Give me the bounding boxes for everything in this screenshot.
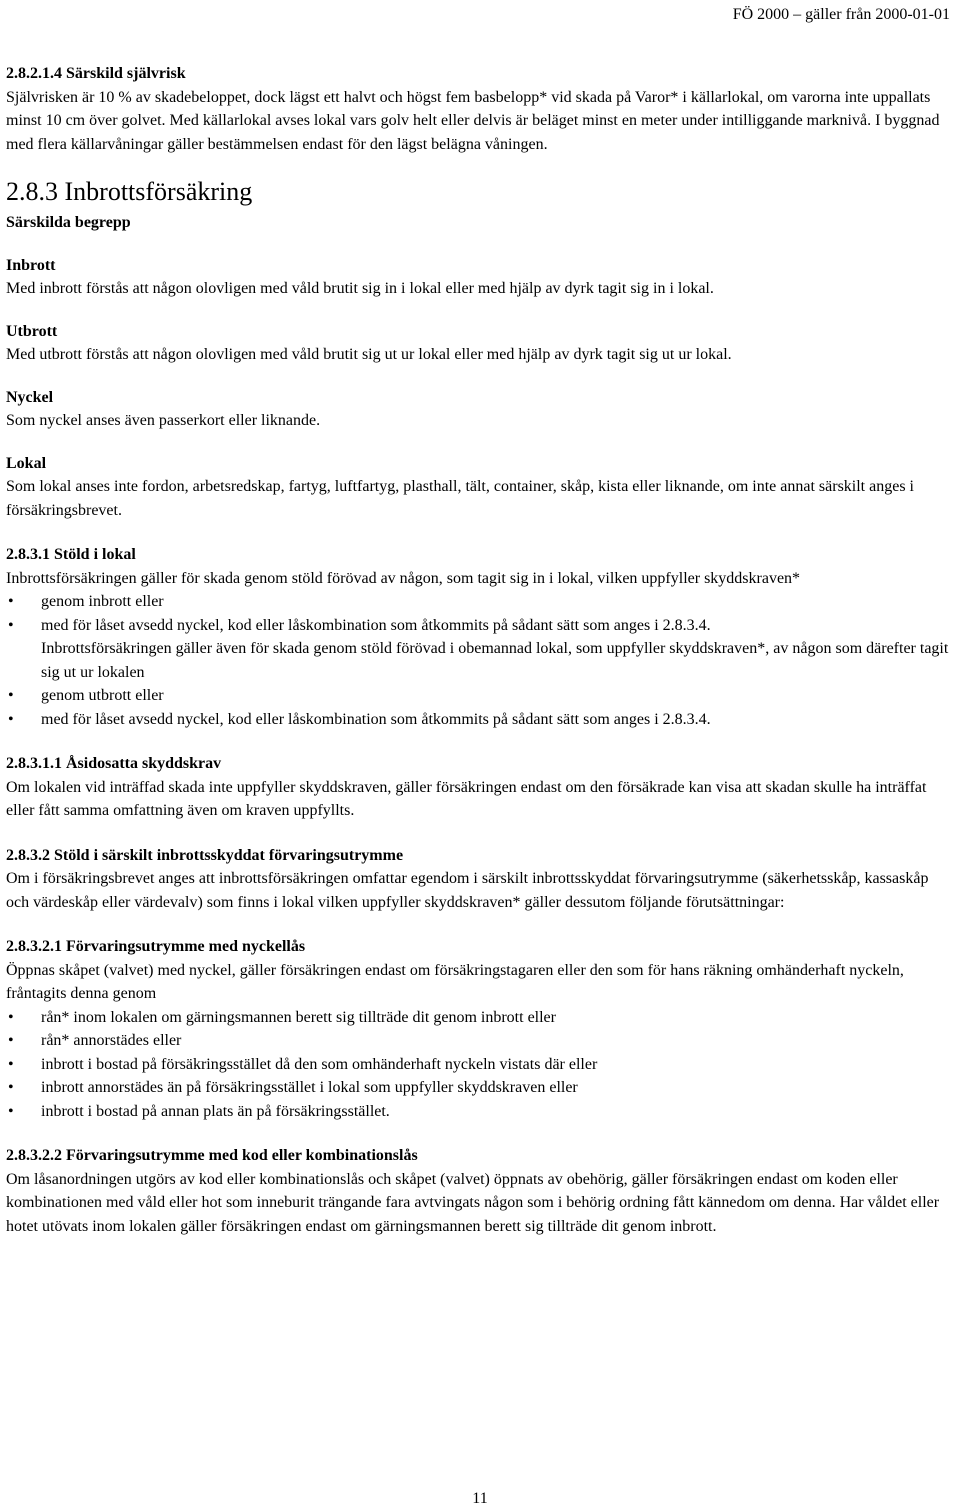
bullet-list [6, 1006, 950, 1124]
bullet-icon: • [8, 616, 14, 634]
list-item: • med för låset avsedd nyckel, kod eller låskombination som åtkommits på sådant sätt som anges i 2.8.3.4. [6, 614, 950, 638]
bullet-list [6, 590, 950, 637]
section-asidosatta-skyddskrav [6, 752, 950, 823]
section-heading: 2.8.3.1.1 Åsidosatta skyddskrav [6, 755, 222, 772]
section-heading: 2.8.3.2.1 Förvaringsutrymme med nyckellås [6, 938, 306, 955]
document-body [6, 62, 950, 1238]
section-sarskild-sjalvrisk [6, 62, 950, 156]
section-nyckellas [6, 935, 950, 1123]
term-text: Som nyckel anses även passerkort eller liknande. [6, 412, 321, 429]
section-text: Om lokalen vid inträffad skada inte uppfyller skyddskraven, gäller försäkringen endast om den försäkrade kan visa att skadan skulle ha inträffat eller fått samma omfattning även om kraven uppfyllts. [6, 778, 927, 819]
page-header: FÖ 2000 – gäller från 2000-01-01 [732, 6, 950, 23]
section-kombinationslas [6, 1144, 950, 1238]
term-title: Lokal [6, 454, 47, 472]
section-text: Om i försäkringsbrevet anges att inbrottsförsäkringen omfattar egendom i särskilt inbrottsskyddat förvaringsutrymme (säkerhetsskåp, kassaskåp och värdeskåp eller värdevalv) som finns i lokal vilken uppfyller skyddskraven* gäller dessutom följande förutsättningar: [6, 870, 929, 911]
bullet-icon: • [8, 1079, 14, 1096]
section-text: Om låsanordningen utgörs av kod eller kombinationslås och skåpet (valvet) öppnats av obehörig, gäller försäkringen endast om koden eller kombinationen med våld eller hot som inneburit trängande fara avtvingats någon som i behörig ordning fått kännedom om denna. Har våldet eller hotet utövats inom lokalen gäller försäkringen endast om gärningsmannen berett sig tillträde dit genom inbrott. [6, 1170, 940, 1235]
section-text: Självrisken är 10 % av skadebeloppet, dock lägst ett halvt och högst fem basbelopp* vid skada på Varor* i källarlokal, om varorna inte uppallats minst 10 cm över golvet. Med källarlokal avses lokal vars golv helt eller delvis är beläget minst en meter under intilliggande marknivå. I byggnad med flera källarvåningar gäller bestämmelsen endast för den lägst belägna våningen. [6, 88, 940, 153]
subheading-sarskilda-begrepp: Särskilda begrepp [6, 214, 131, 231]
section-heading: 2.8.3.1 Stöld i lokal [6, 546, 136, 563]
bullet-icon: • [8, 593, 14, 610]
term-inbrott [6, 254, 950, 301]
section-heading: 2.8.2.1.4 Särskild självrisk [6, 65, 186, 82]
list-item: • inbrott i bostad på annan plats än på försäkringsstället. [6, 1100, 950, 1124]
bullet-icon: • [8, 1032, 14, 1049]
bullet-icon: • [8, 710, 14, 728]
list-item: • rån* annorstädes eller [6, 1029, 950, 1053]
list-item: • med för låset avsedd nyckel, kod eller låskombination som åtkommits på sådant sätt som anges i 2.8.3.4. [6, 708, 950, 732]
list-item: • genom inbrott eller [6, 590, 950, 614]
term-title: Inbrott [6, 256, 56, 274]
term-utbrott [6, 320, 950, 367]
term-text: Som lokal anses inte fordon, arbetsredskap, fartyg, luftfartyg, plasthall, tält, container, skåp, kista eller liknande, om inte annat särskilt anges i försäkringsbrevet. [6, 478, 914, 519]
section-intro: Inbrottsförsäkringen gäller för skada genom stöld förövad av någon, som tagit sig in i lokal, vilken uppfyller skyddskraven* [6, 569, 801, 587]
bullet-icon: • [8, 1008, 14, 1026]
section-forvaringsutrymme [6, 844, 950, 915]
section-text: Öppnas skåpet (valvet) med nyckel, gäller försäkringen endast om försäkringstagaren eller den som för hans räkning omhänderhaft nyckeln, fråntagits denna genom [6, 961, 904, 1002]
term-text: Med utbrott förstås att någon olovligen med våld brutit sig ut ur lokal eller med hjälp av dyrk tagit sig ut ur lokal. [6, 346, 732, 363]
section-middle-text: Inbrottsförsäkringen gäller även för skada genom stöld förövad i obemannad lokal, som uppfyller skyddskraven*, av någon som därefter tagit sig ut ur lokalen [41, 640, 949, 681]
bullet-icon: • [8, 1055, 14, 1073]
section-heading: 2.8.3.2 Stöld i särskilt inbrottsskyddat förvaringsutrymme [6, 846, 404, 864]
list-item: • inbrott annorstädes än på försäkringsstället i lokal som uppfyller skyddskraven eller [6, 1076, 950, 1100]
section-heading-large: 2.8.3 Inbrottsförsäkring [6, 177, 253, 206]
section-heading: 2.8.3.2.2 Förvaringsutrymme med kod eller kombinationslås [6, 1147, 418, 1164]
bullet-icon: • [8, 687, 14, 704]
bullet-list [6, 684, 950, 731]
term-lokal [6, 452, 950, 523]
bullet-icon: • [8, 1102, 14, 1120]
page-number: 11 [472, 1490, 488, 1507]
list-item: • rån* inom lokalen om gärningsmannen berett sig tillträde dit genom inbrott eller [6, 1006, 950, 1030]
section-inbrottsforsakring [6, 177, 950, 522]
section-stold-i-lokal [6, 543, 950, 731]
list-item: • genom utbrott eller [6, 684, 950, 708]
term-nyckel [6, 386, 950, 433]
term-title: Utbrott [6, 322, 58, 340]
list-item: • inbrott i bostad på försäkringsstället då den som omhänderhaft nyckeln vistats där eller [6, 1053, 950, 1077]
term-text: Med inbrott förstås att någon olovligen med våld brutit sig in i lokal eller med hjälp av dyrk tagit sig in i lokal. [6, 280, 714, 297]
term-title: Nyckel [6, 388, 54, 406]
